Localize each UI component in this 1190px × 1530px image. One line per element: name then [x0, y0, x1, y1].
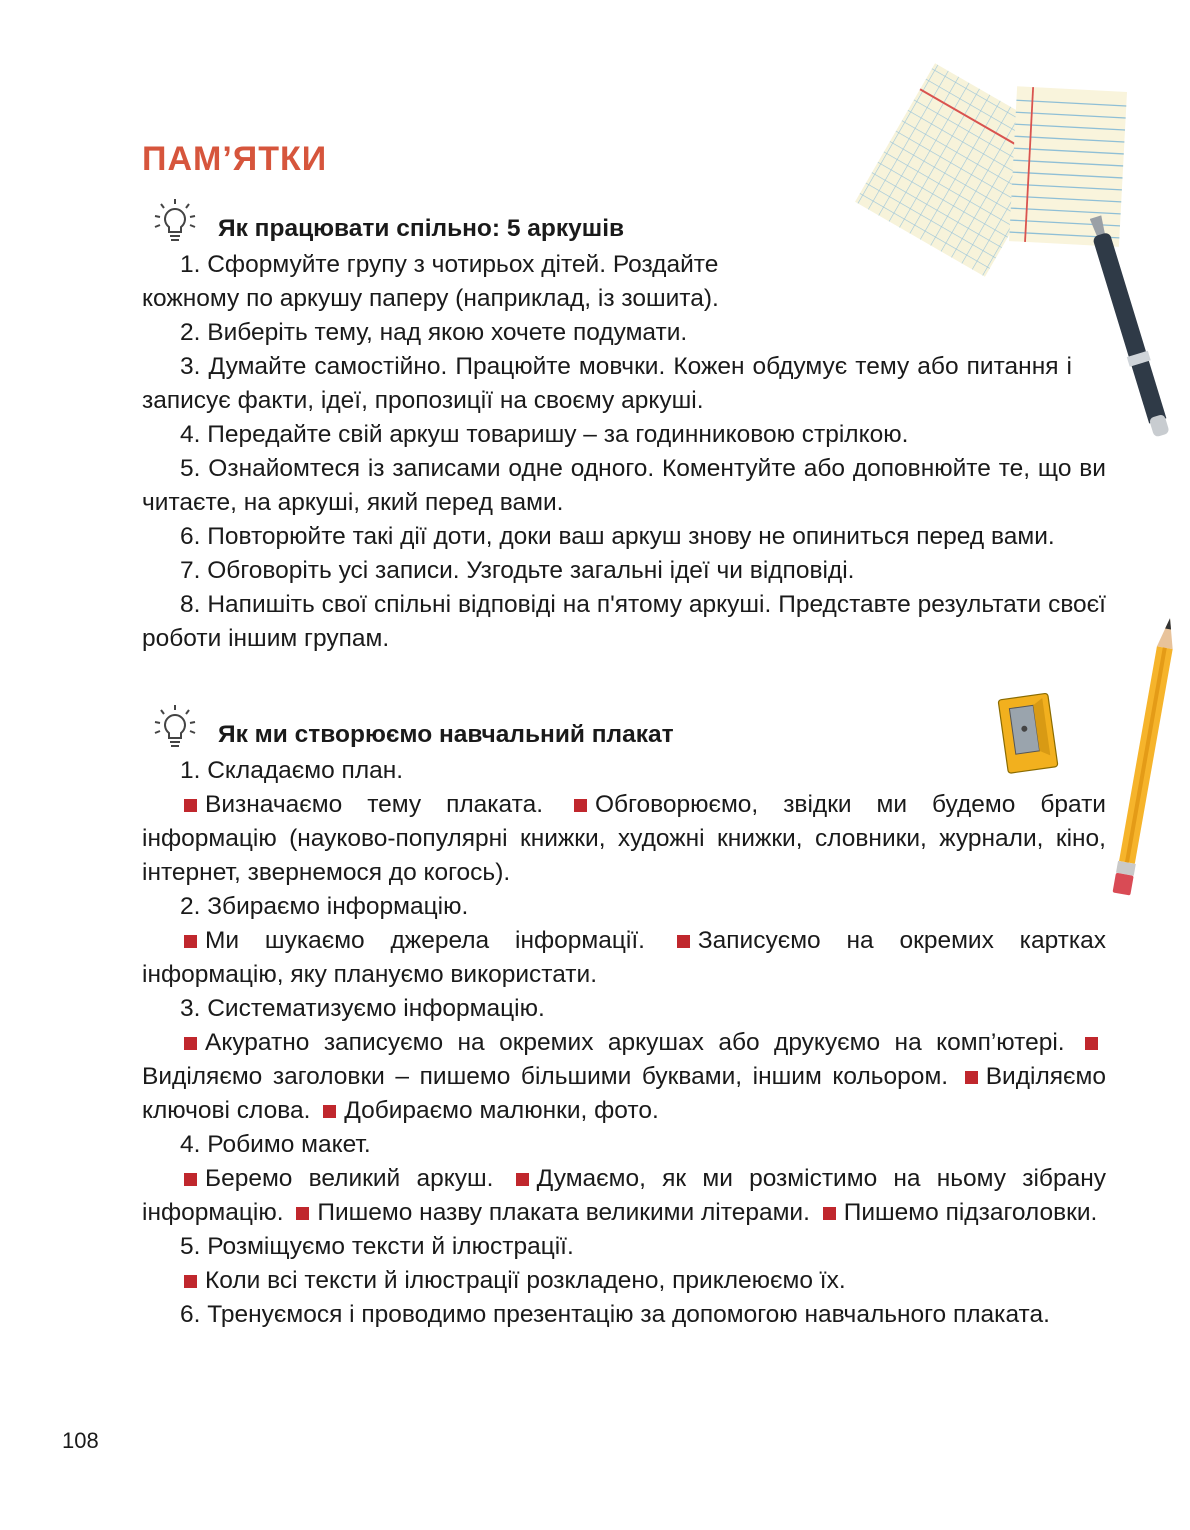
- bullet-paragraph: Коли всі тексти й ілюстрації розкладено, приклеюємо їх.: [142, 1264, 1106, 1298]
- list-item: 6. Повторюйте такі дії доти, доки ваш аркуш знову не опиниться перед вами.: [180, 523, 1055, 550]
- section-heading: Як працювати спільно: 5 аркушів: [218, 215, 625, 242]
- section-five-sheets: [142, 198, 1106, 656]
- lightbulb-icon: [150, 704, 200, 750]
- step-item: 1. Складаємо план.: [180, 757, 404, 784]
- pencil-icon: [1105, 610, 1185, 910]
- bullet-square-icon: [184, 935, 197, 948]
- bullet-square-icon: [184, 1275, 197, 1288]
- page-title: ПАМ’ЯТКИ: [142, 140, 328, 178]
- bullet-square-icon: [184, 1173, 197, 1186]
- bullet-square-icon: [184, 799, 197, 812]
- bullet-square-icon: [184, 1037, 197, 1050]
- bullet-square-icon: [574, 799, 587, 812]
- list-item: 4. Передайте свій аркуш товаришу – за годинниковою стрілкою.: [180, 421, 909, 448]
- list-item: 5. Ознайомтеся із записами одне одного. Коментуйте або доповнюйте те, що ви читаєте, на аркуші, який перед вами.: [142, 455, 1106, 516]
- step-item: 5. Розміщуємо тексти й ілюстрації.: [180, 1233, 574, 1260]
- step-item: 6. Тренуємося і проводимо презентацію за допомогою навчального плаката.: [180, 1301, 1050, 1328]
- list-item: 7. Обговоріть усі записи. Узгодьте загальні ідеї чи відповіді.: [180, 557, 855, 584]
- bullet-square-icon: [823, 1207, 836, 1220]
- list-item: 8. Напишіть свої спільні відповіді на п'ятому аркуші. Представте результати своєї роботи іншим групам.: [142, 591, 1106, 652]
- bullet-paragraph: Ми шукаємо джерела інформації. Записуємо на окремих картках інформацію, яку плануємо використати.: [142, 927, 1107, 988]
- bullet-square-icon: [1085, 1037, 1098, 1050]
- section-poster: [142, 704, 1106, 1332]
- page-number: 108: [62, 1428, 99, 1453]
- list-item: кожному по аркушу паперу (наприклад, із зошита).: [142, 285, 719, 312]
- bullet-paragraph: Визначаємо тему плаката. Обговорюємо, звідки ми будемо брати інформацію (науково-популярні книжки, художні книжки, словники, журнали, кіно, інтернет, звернемося до когось).: [142, 791, 1106, 886]
- bullet-square-icon: [516, 1173, 529, 1186]
- list-item: 1. Сформуйте групу з чотирьох дітей. Роздайте: [180, 251, 719, 278]
- bullet-square-icon: [323, 1105, 336, 1118]
- bullet-square-icon: [296, 1207, 309, 1220]
- bullet-square-icon: [965, 1071, 978, 1084]
- lightbulb-icon: [150, 198, 200, 244]
- list-item: 2. Виберіть тему, над якою хочете подумати.: [180, 319, 688, 346]
- step-item: 4. Робимо макет.: [180, 1131, 371, 1158]
- bullet-square-icon: [677, 935, 690, 948]
- step-item: 2. Збираємо інформацію.: [180, 893, 469, 920]
- step-item: 3. Систематизуємо інформацію.: [180, 995, 545, 1022]
- list-item: 3. Думайте самостійно. Працюйте мовчки. Кожен обдумує тему або питання і записує факти, ідеї, пропозиції на своєму аркуші.: [142, 353, 1072, 414]
- bullet-paragraph: Акуратно записуємо на окремих аркушах або друкуємо на комп’ютері. Виділяємо заголовки – пишемо більшими буквами, іншим кольором. Виділяємо ключові слова. Добираємо малюнки, фото.: [142, 1029, 1106, 1124]
- section-heading: Як ми створюємо навчальний плакат: [218, 721, 674, 748]
- bullet-paragraph: Беремо великий аркуш. Думаємо, як ми розмістимо на ньому зібрану інформацію. Пишемо назву плаката великими літерами. Пишемо підзаголовки.: [142, 1165, 1106, 1226]
